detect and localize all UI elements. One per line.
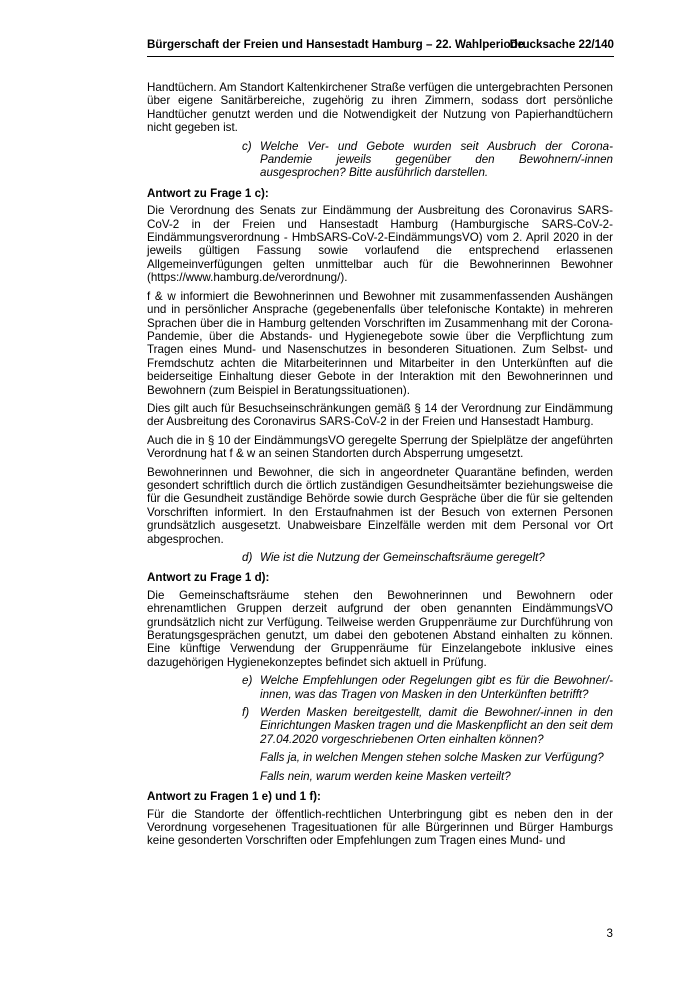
answer-heading-ef: Antwort zu Fragen 1 e) und 1 f): xyxy=(147,790,321,804)
answer-d-paragraph-1: Die Gemeinschaftsräume stehen den Bewohnerinnen und Bewohnern oder ehrenamtlichen Gruppen derzeit aufgrund der oben genannten EindämmungsVO grundsätzlich nicht zur Verfügung. Teilweise werden Gruppenräume zur Durchführung von Beratungsgesprächen genutzt, um dabei den gebotenen Abstand einhalten zu können. Eine künftige Verwendung der Gruppenräume für Einzelangebote inklusive eines dazugehörigen Hygienekonzeptes befindet sich aktuell in Prüfung. xyxy=(147,588,613,669)
question-d xyxy=(242,551,613,564)
page-number: 3 xyxy=(606,927,613,940)
question-label: e) xyxy=(242,674,253,688)
question-f-subquestion-2: Falls nein, warum werden keine Masken verteilt? xyxy=(260,769,511,783)
answer-heading-d: Antwort zu Frage 1 d): xyxy=(147,571,270,585)
answer-c-paragraph-5: Bewohnerinnen und Bewohner, die sich in angeordneter Quarantäne befinden, werden gesondert schriftlich durch die örtlich zuständigen Gesundheitsämter beziehungsweise die für die Gesundheit zuständige Behörde sowie durch Gespräche über die für sie geltenden Vorschriften informiert. In den Erstaufnahmen ist der Besuch von externen Personen grundsätzlich ausgesetzt. Unabweisbare Einzelfälle werden mit dem Personal vor Ort abgesprochen. xyxy=(147,465,613,546)
question-text: Welche Ver- und Gebote wurden seit Ausbruch der Corona-Pandemie jeweils gegenüber den Bewohnern/-innen ausgesprochen? Bitte ausführlich darstellen. xyxy=(260,139,613,180)
question-label: d) xyxy=(242,551,253,564)
answer-heading-c: Antwort zu Frage 1 c): xyxy=(147,186,269,200)
question-label: f) xyxy=(242,706,250,720)
question-e xyxy=(242,674,613,701)
question-text: Werden Masken bereitgestellt, damit die Bewohner/-innen in den Einrichtungen Masken tragen und die Maskenpflicht an den seit dem 27.04.2020 vorgeschriebenen Orten einhalten können? xyxy=(260,706,613,746)
document-body xyxy=(147,81,613,853)
question-label: c) xyxy=(242,139,252,153)
question-text: Wie ist die Nutzung der Gemeinschaftsräume geregelt? xyxy=(260,551,545,564)
answer-c-paragraph-2: f & w informiert die Bewohnerinnen und Bewohner mit zusammenfassenden Aushängen und in persönlicher Ansprache (gegebenenfalls über telefonische Kontakte) in mehreren Sprachen über die in Hamburg geltenden Vorschriften im Zusammenhang mit der Corona-Pandemie, über die Abstands- und Hygienegebote sowie über die Verpflichtung zum Tragen eines Mund- und Nasenschutzes in besonderen Situationen. Zum Selbst- und Fremdschutz achten die Mitarbeiterinnen und Mitarbeiter in den Unterkünften auf die beiderseitige Einhaltung dieser Gebote in der Interaktion mit den Bewohnerinnen und Bewohnern (zum Beispiel in Beratungssituationen). xyxy=(147,289,613,397)
question-text: Welche Empfehlungen oder Regelungen gibt es für die Bewohner/-innen, was das Tragen von Masken in den Unterkünften betrifft? xyxy=(260,674,613,701)
paragraph-intro: Handtüchern. Am Standort Kaltenkirchener Straße verfügen die untergebrachten Personen über eigene Sanitärbereiche, zugehörig zu ihren Zimmern, sodass dort persönliche Handtücher genutzt werden und die Notwendigkeit der Nutzung von Papierhandtüchern nicht gegeben ist. xyxy=(147,81,613,135)
document-number: Drucksache 22/140 xyxy=(509,38,614,51)
answer-c-paragraph-1: Die Verordnung des Senats zur Eindämmung der Ausbreitung des Coronavirus SARS-CoV-2 in der Freien und Hansestadt Hamburg (Hamburgische SARS-CoV-2-Eindämmungsverordnung - HmbSARS-CoV-2-EindämmungsVO) vom 2. April 2020 in der jeweils gültigen Fassung sowie vorlaufend die entsprechend erlassenen Allgemeinverfügungen gelten unmittelbar auch für die Bewohnerinnen Bewohner (https://www.hamburg.de/verordnung/). xyxy=(147,204,613,285)
question-f xyxy=(242,706,613,746)
header-title: Bürgerschaft der Freien und Hansestadt Hamburg – 22. Wahlperiode xyxy=(147,38,525,51)
answer-c-paragraph-3: Dies gilt auch für Besuchseinschränkungen gemäß § 14 der Verordnung zur Eindämmung der Ausbreitung des Coronavirus SARS-CoV-2 in der Freien und Hansestadt Hamburg. xyxy=(147,401,613,429)
question-f-subquestion-1: Falls ja, in welchen Mengen stehen solche Masken zur Verfügung? xyxy=(260,751,604,765)
answer-c-paragraph-4: Auch die in § 10 der EindämmungsVO geregelte Sperrung der Spielplätze der angeführten Verordnung hat f & w an seinen Standorten durch Absperrung umgesetzt. xyxy=(147,433,613,461)
question-c xyxy=(242,140,613,180)
page-header xyxy=(147,37,614,57)
answer-ef-paragraph-1: Für die Standorte der öffentlich-rechtlichen Unterbringung gibt es neben den in der Verordnung vorgesehenen Tragesituationen für alle Bürgerinnen und Bürger Hamburgs keine gesonderten Vorschriften oder Empfehlungen zum Tragen eines Mund- und xyxy=(147,807,613,848)
